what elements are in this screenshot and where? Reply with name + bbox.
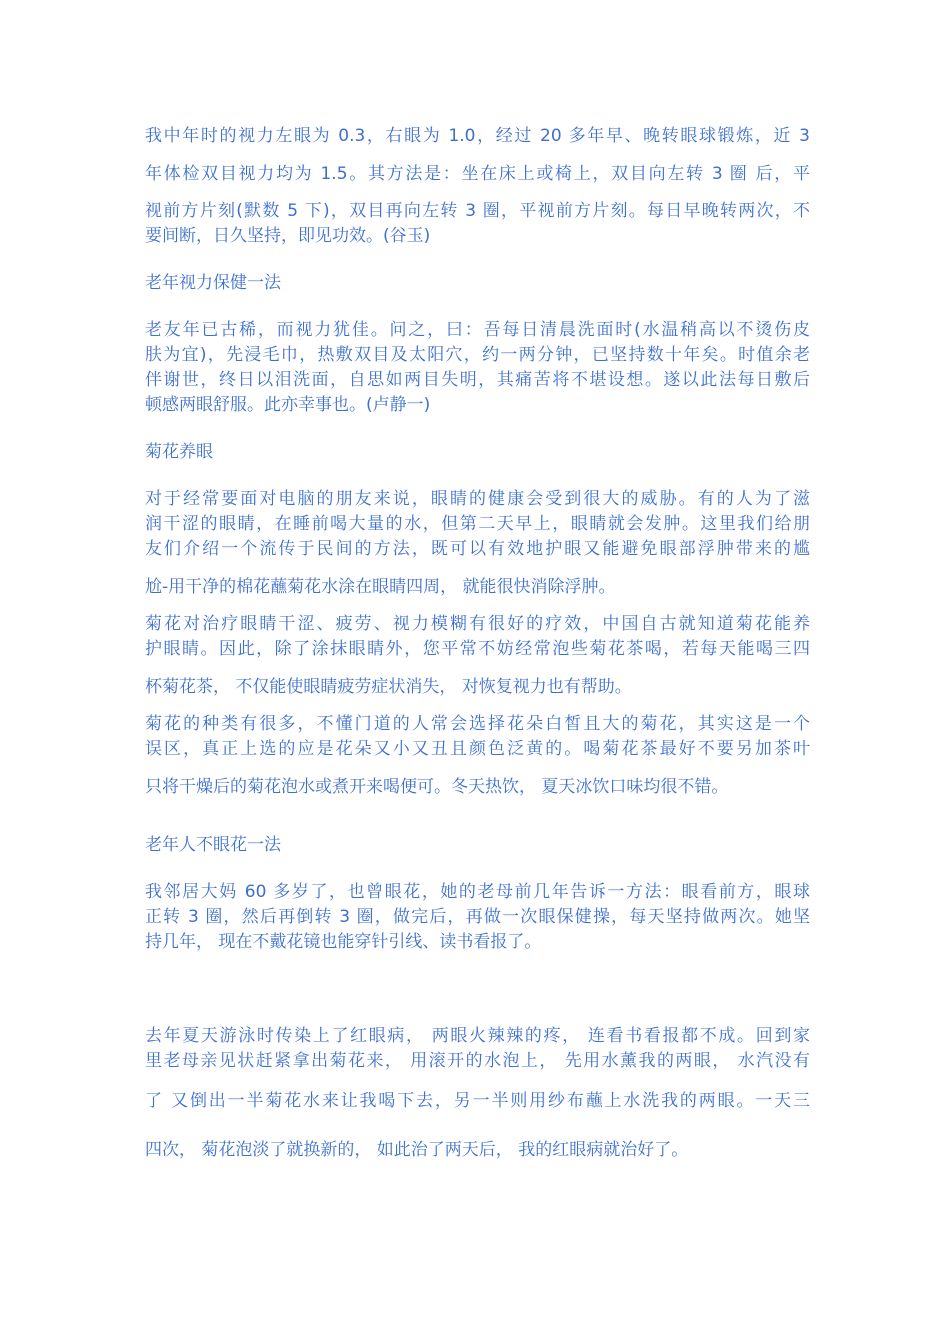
paragraph-line: 润干涩的眼睛，在睡前喝大量的水，但第二天早上，眼睛就会发肿。这里我们给朋 [145, 514, 810, 534]
paragraph-line: 四次， 菊花泡淡了就换新的， 如此治了两天后， 我的红眼病就治好了。 [145, 1140, 689, 1160]
paragraph-line: 菊花对治疗眼睛干涩、疲劳、视力模糊有很好的疗效，中国自古就知道菊花能养 [145, 614, 810, 634]
paragraph-line: 了 又倒出一半菊花水来让我喝下去，另一半则用纱布蘸上水洗我的两眼。一天三 [145, 1091, 810, 1111]
section-heading: 老年人不眼花一法 [145, 835, 281, 855]
paragraph-line: 持几年， 现在不戴花镜也能穿针引线、读书看报了。 [145, 932, 542, 952]
paragraph-line: 菊花的种类有很多，不懂门道的人常会选择花朵白皙且大的菊花，其实这是一个 [145, 714, 810, 734]
paragraph-line: 里老母亲见状赶紧拿出菊花来， 用滚开的水泡上， 先用水薰我的两眼， 水汽没有 [145, 1051, 810, 1071]
section-heading: 菊花养眼 [145, 442, 213, 462]
paragraph-line: 去年夏天游泳时传染上了红眼病， 两眼火辣辣的疼， 连看书看报都不成。回到家 [145, 1026, 810, 1046]
paragraph-line: 我邻居大妈 60 多岁了，也曾眼花，她的老母前几年告诉一方法：眼看前方，眼球 [145, 882, 810, 902]
paragraph-line: 我中年时的视力左眼为 0.3，右眼为 1.0，经过 20 多年早、晚转眼球锻炼，近 3 [145, 126, 810, 146]
paragraph-line: 尬-用干净的棉花蘸菊花水涂在眼睛四周， 就能很快消除浮肿。 [145, 577, 616, 597]
paragraph-line: 肤为宜)，先浸毛巾，热敷双目及太阳穴，约一两分钟，已坚持数十年矣。时值余老 [145, 345, 810, 365]
paragraph-line: 视前方片刻(默数 5 下)，双目再向左转 3 圈，平视前方片刻。每日早晚转两次，不 [145, 201, 810, 221]
section-heading: 老年视力保健一法 [145, 273, 281, 293]
paragraph-line: 要间断，日久坚持，即见功效。(谷玉) [145, 226, 431, 246]
paragraph-line: 只将干燥后的菊花泡水或煮开来喝便可。冬天热饮， 夏天冰饮口味均很不错。 [145, 777, 729, 797]
paragraph-line: 伴谢世，终日以泪洗面，自思如两目失明，其痛苦将不堪设想。遂以此法每日敷后 [145, 370, 810, 390]
paragraph-line: 年体检双目视力均为 1.5。其方法是：坐在床上或椅上，双目向左转 3 圈 后，平 [145, 164, 810, 184]
paragraph-line: 友们介绍一个流传于民间的方法，既可以有效地护眼又能避免眼部浮肿带来的尴 [145, 539, 810, 559]
paragraph-line: 护眼睛。因此，除了涂抹眼睛外，您平常不妨经常泡些菊花茶喝，若每天能喝三四 [145, 639, 810, 659]
paragraph-line: 误区，真正上选的应是花朵又小又丑且颜色泛黄的。喝菊花茶最好不要另加茶叶 [145, 739, 810, 759]
paragraph-line: 顿感两眼舒服。此亦幸事也。(卢静一) [145, 395, 431, 415]
paragraph-line: 对于经常要面对电脑的朋友来说，眼睛的健康会受到很大的威胁。有的人为了滋 [145, 489, 810, 509]
paragraph-line: 杯菊花茶， 不仅能使眼睛疲劳症状消失， 对恢复视力也有帮助。 [145, 677, 632, 697]
paragraph-line: 老友年已古稀，而视力犹佳。问之，曰：吾每日清晨洗面时(水温稍高以不烫伤皮 [145, 320, 810, 340]
paragraph-line: 正转 3 圈，然后再倒转 3 圈，做完后，再做一次眼保健操，每天坚持做两次。她坚 [145, 907, 810, 927]
